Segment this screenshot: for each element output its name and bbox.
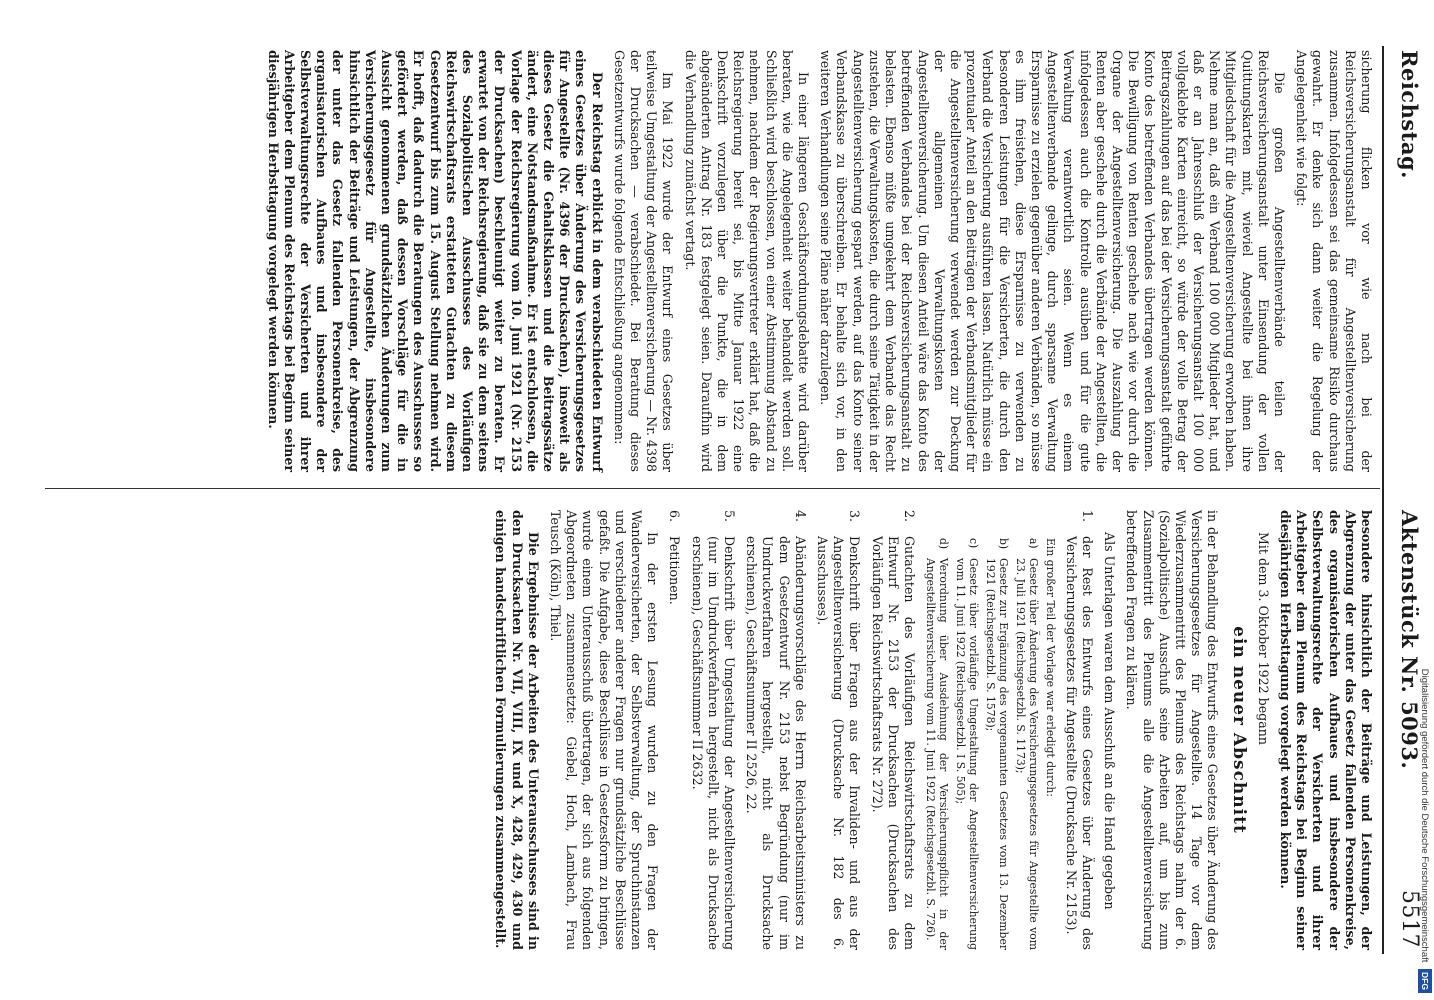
list-text: Abänderungsvorschläge des Herrn Reichsarbeitsministers zu dem Gesetzentwurf Nr. 2153 nebst Begründung (nur im Umdruckverfahren hergestellt, nicht als Drucksache erschienen), Geschäftsnummer II 2526, 22.	[744, 536, 808, 950]
list-number: 1.	[1079, 510, 1095, 523]
header-left-title: Reichstag.	[1397, 50, 1422, 179]
paragraph: Als Unterlagen waren dem Ausschuß an die Hand gegeben	[1102, 532, 1118, 910]
page-number: 5517	[1397, 890, 1422, 948]
list-text: Denkschrift über Umgestaltung der Angestelltenversicherung (nur im Umdruckverfahren hergestellt, nicht als Drucksache erschienen), Geschäftsnummer II 2632.	[689, 536, 738, 950]
header-rule	[1382, 46, 1384, 954]
column-divider	[45, 488, 1380, 489]
list-number: 6.	[667, 510, 683, 523]
left-column	[258, 50, 1374, 472]
paragraph: In einer längeren Geschäftsordnungsdebatte wird darüber beraten, wie die Angelegenheit weiter behandelt werden soll. Schließlich wird beschlossen, von einer Abstimmung Abstand zu nehmen, nachdem der Regierungsvertreter erklärt hat, daß die Reichsregierung bereit sei, bis Mitte Januar 1922 eine Denkschrift vorzulegen über die Punkte, die in dem abgeänderten Antrag Nr. 183 festgelegt seien. Daraufhin wird die Verhandlung zunächst vertagt.	[682, 50, 812, 472]
sub-list-number: c)	[967, 538, 981, 549]
paragraph: Die großen Angestelltenverbände teilen der Reichsversicherungsanstalt unter Einsendung der vollen Quittungskarten mit, wieviel Angestellte bei ihnen ihre Mitgliedschaft für die Angestelltenversicherung erworben haben. Nehme man an, daß ein Verband 100 000 Mitglieder hat, und daß er an Jahresschluß der Versicherungsanstalt 100 000 vollgeklebte Karten einreicht, so würde der volle Betrag der Beitragszahlungen auf das bei der Versicherungsanstalt geführte Konto des betreffenden Verbandes übertragen werden können. Die Bewilligung von Renten geschehe nach wie vor durch die Organe der Angestelltenversicherung. Die Auszahlung der Renten aber geschehe durch die Verbände der Angestellten, die infolgedessen auch die Kontrolle ausüben und für die gute Verwaltung verantwortlich seien. Wenn es einem Angestelltenverbande gelinge, durch sparsame Verwaltung Ersparnisse zu erzielen gegenüber anderen Verbänden, so müsse es ihm freistehen, diese Ersparnisse zu verwenden zu besonderen Leistungen für die Versicherten, die durch den Verband die Versicherung ausführen lassen. Natürlich müsse ein prozentualer Anteil an den Beiträgen der Verbandsmitglieder für die Angestelltenversicherung verwendet werden zur Deckung der allgemeinen Verwaltungskosten der Angestelltenversicherung. Um diesen Anteil wäre das Konto des betreffenden Verbandes bei der Reichsversicherungsanstalt zu belasten. Ebenso müßte umgekehrt dem Verbande das Recht zustehen, die Verwaltungskosten, die durch seine Tätigkeit in der Angestelltenversicherung gespart werden, auf das Konto seiner Verbandskasse zu überschreiben. Er behalte sich vor, in den weiteren Verhandlungen seine Pläne näher darzulegen.	[818, 50, 1287, 472]
list-text: Petitionen.	[667, 536, 683, 605]
paragraph-continuation: besondere hinsichtlich der Beiträge und Leistungen, der Abgrenzung der unter das Gesetz fallenden Personenkreise, des organisatorischen Aufbaues und insbesondere der Selbstverwaltungsrechte der Versicherten und ihrer Arbeitgeber dem Plenum des Reichstags bei Beginn seiner diesjährigen Herbsttagung vorgelegt werden können.	[1277, 510, 1374, 950]
right-column	[486, 510, 1374, 950]
list-text: der Rest des Entwurfs eines Gesetzes über Änderung des Versicherungsgesetzes für Angestellte (Drucksache Nr. 2153).	[1063, 536, 1095, 950]
funding-credit	[1418, 8, 1434, 993]
sub-list-text: Gesetz über Änderung des Versicherungsgesetzes für Angestellte vom 23. Juli 1921 (Reichsgesetzbl. S. 1173);	[1013, 558, 1041, 950]
paragraph: sicherung flicken vor wie nach bei der Reichsversicherungsanstalt für Angestelltenversicherung zusammen. Infolgedessen sei das gemeinsame Risiko durchaus gewahrt. Er denke sich dann weiter die Regelung der Angelegenheit wie folgt:	[1294, 50, 1374, 472]
paragraph: in der Behandlung des Entwurfs eines Gesetzes über Änderung des Versicherungsgesetzes für Angestellte. 14 Tage vor dem Wiederzusammentritt des Plenums des Reichstags nahm der 6. (Sozialpolitische) Ausschuß seine Arbeiten auf, um bis zum Zusammentritt des Plenums alle die Angestelltenversicherung betreffenden Fragen zu klären.	[1124, 510, 1221, 950]
list-item	[743, 510, 808, 950]
list-item	[814, 510, 863, 950]
paragraph: Die Ergebnisse der Arbeiten des Unterausschusses sind in den Drucksachen Nr. VII, VIII, IX und X, 428, 429, 430 und einigen handschriftlichen Formulierungen zusammengestellt.	[493, 510, 541, 950]
list-text: Denkschrift über Fragen aus der Invaliden- und aus der Angestelltenversicherung (Drucksache Nr. 182 des 6. Ausschusses).	[815, 536, 863, 950]
list-number: 3.	[847, 510, 863, 523]
list-item	[868, 510, 917, 950]
sub-list-text: Verordnung über Ausdehnung der Versicherungspflicht in der Angestelltenversicherung vom 11. Juni 1922 (Reichsgesetzbl. S. 726).	[923, 558, 951, 950]
header-document-number: Aktenstück Nr. 5093.	[1397, 510, 1422, 770]
sub-list-text: Gesetz zur Ergänzung des vorgenannten Gesetzes vom 13. Dezember 1921 (Reichsgesetzbl. S. 1578);	[983, 558, 1011, 950]
sub-list-item	[953, 538, 980, 950]
paragraph: In der ersten Lesung wurden zu den Fragen der Wanderversicherten, der Selbstverwaltung, der Spruchinstanzen und verschiedener anderer Fragen nur grundsätzliche Beschlüsse gefaßt. Die Aufgabe, diese Beschlüsse in Gesetzesform zu bringen, wurde einem Unterausschuß übertragen, der sich aus folgenden Abgeordneten zusammensetzte: Giebel, Hoch, Lambach, Frau Teusch (Köln), Thiel.	[547, 510, 661, 950]
resolution-paragraph: Der Reichstag erblickt in dem verabschiedeten Entwurf eines Gesetzes über Änderung des Versicherungsgesetzes für Angestellte (Nr. 4396 der Drucksachen), insoweit als dieses Gesetz die Gehaltsklassen und die Beitragssätze ändert, eine Notstandsmaßnahme. Er ist entschlossen, die Vorlage der Reichsregierung vom 10. Juni 1921 (Nr. 2153 der Drucksachen) beschleunigt weiter zu beraten. Er erwartet von der Reichsregierung, daß sie zu dem seitens des Sozialpolitischen Ausschusses des Vorläufigen Reichswirtschaftsrats erstatteten Gutachten zu diesem Gesetzentwurf bis zum 15. August Stellung nehmen wird. Er hofft, daß dadurch die Beratungen des Ausschusses so gefördert werden, daß dessen Vorschläge für die in Aussicht genommenen grundsätzlichen Änderungen zum Versicherungsgesetz für Angestellte, insbesondere hinsichtlich der Beiträge und Leistungen, der Abgrenzung der unter das Gesetz fallenden Personenkreise, des organisatorischen Aufbaues und insbesondere der Selbstverwaltungsrechte der Versicherten und ihrer Arbeitgeber dem Plenum des Reichstags bei Beginn seiner diesjährigen Herbsttagung vorgelegt werden können.	[265, 50, 605, 472]
list-number: 2.	[902, 510, 918, 523]
list-text: Gutachten des Vorläufigen Reichswirtschaftsrats zu dem Entwurf Nr. 2153 der Drucksachen (Drucksachen des Vorläufigen Reichswirtschaftsrats Nr. 272).	[869, 536, 918, 950]
sub-list-item	[923, 538, 950, 950]
sub-list-item	[1013, 538, 1040, 950]
sub-list-number: d)	[937, 538, 951, 550]
list-item	[666, 510, 682, 950]
list-number: 5.	[722, 510, 738, 523]
funding-credit-text: Digitalisierung gefördert durch die Deutsche Forschungsgemeinschaft	[1419, 668, 1430, 963]
list-note: Ein großer Teil der Vorlage war erledigt durch:	[1043, 538, 1057, 797]
sub-list-number: b)	[997, 538, 1011, 550]
dfg-logo: DFG	[1418, 969, 1432, 993]
section-heading: ein neuer Abschnitt	[1228, 626, 1249, 834]
paragraph: Mit dem 3. Oktober 1922 begann	[1255, 532, 1271, 745]
list-item	[1063, 510, 1095, 950]
sub-list-text: Gesetz über vorläufige Umgestaltung der Angestelltenversicherung vom 11. Juni 1922 (Reichsgesetzbl. I S. 505);	[953, 558, 981, 950]
list-number: 4.	[792, 510, 808, 523]
list-item	[688, 510, 737, 950]
sub-list-number: a)	[1027, 538, 1041, 549]
paragraph: Im Mai 1922 wurde der Entwurf eines Gesetzes über teilweise Umgestaltung der Angestelltenversicherung — Nr. 4398 der Drucksachen — verabschiedet. Bei Beratung dieses Gesetzentwurfs wurde folgende Entschließung angenommen:	[611, 50, 676, 472]
sub-list-item	[983, 538, 1010, 950]
